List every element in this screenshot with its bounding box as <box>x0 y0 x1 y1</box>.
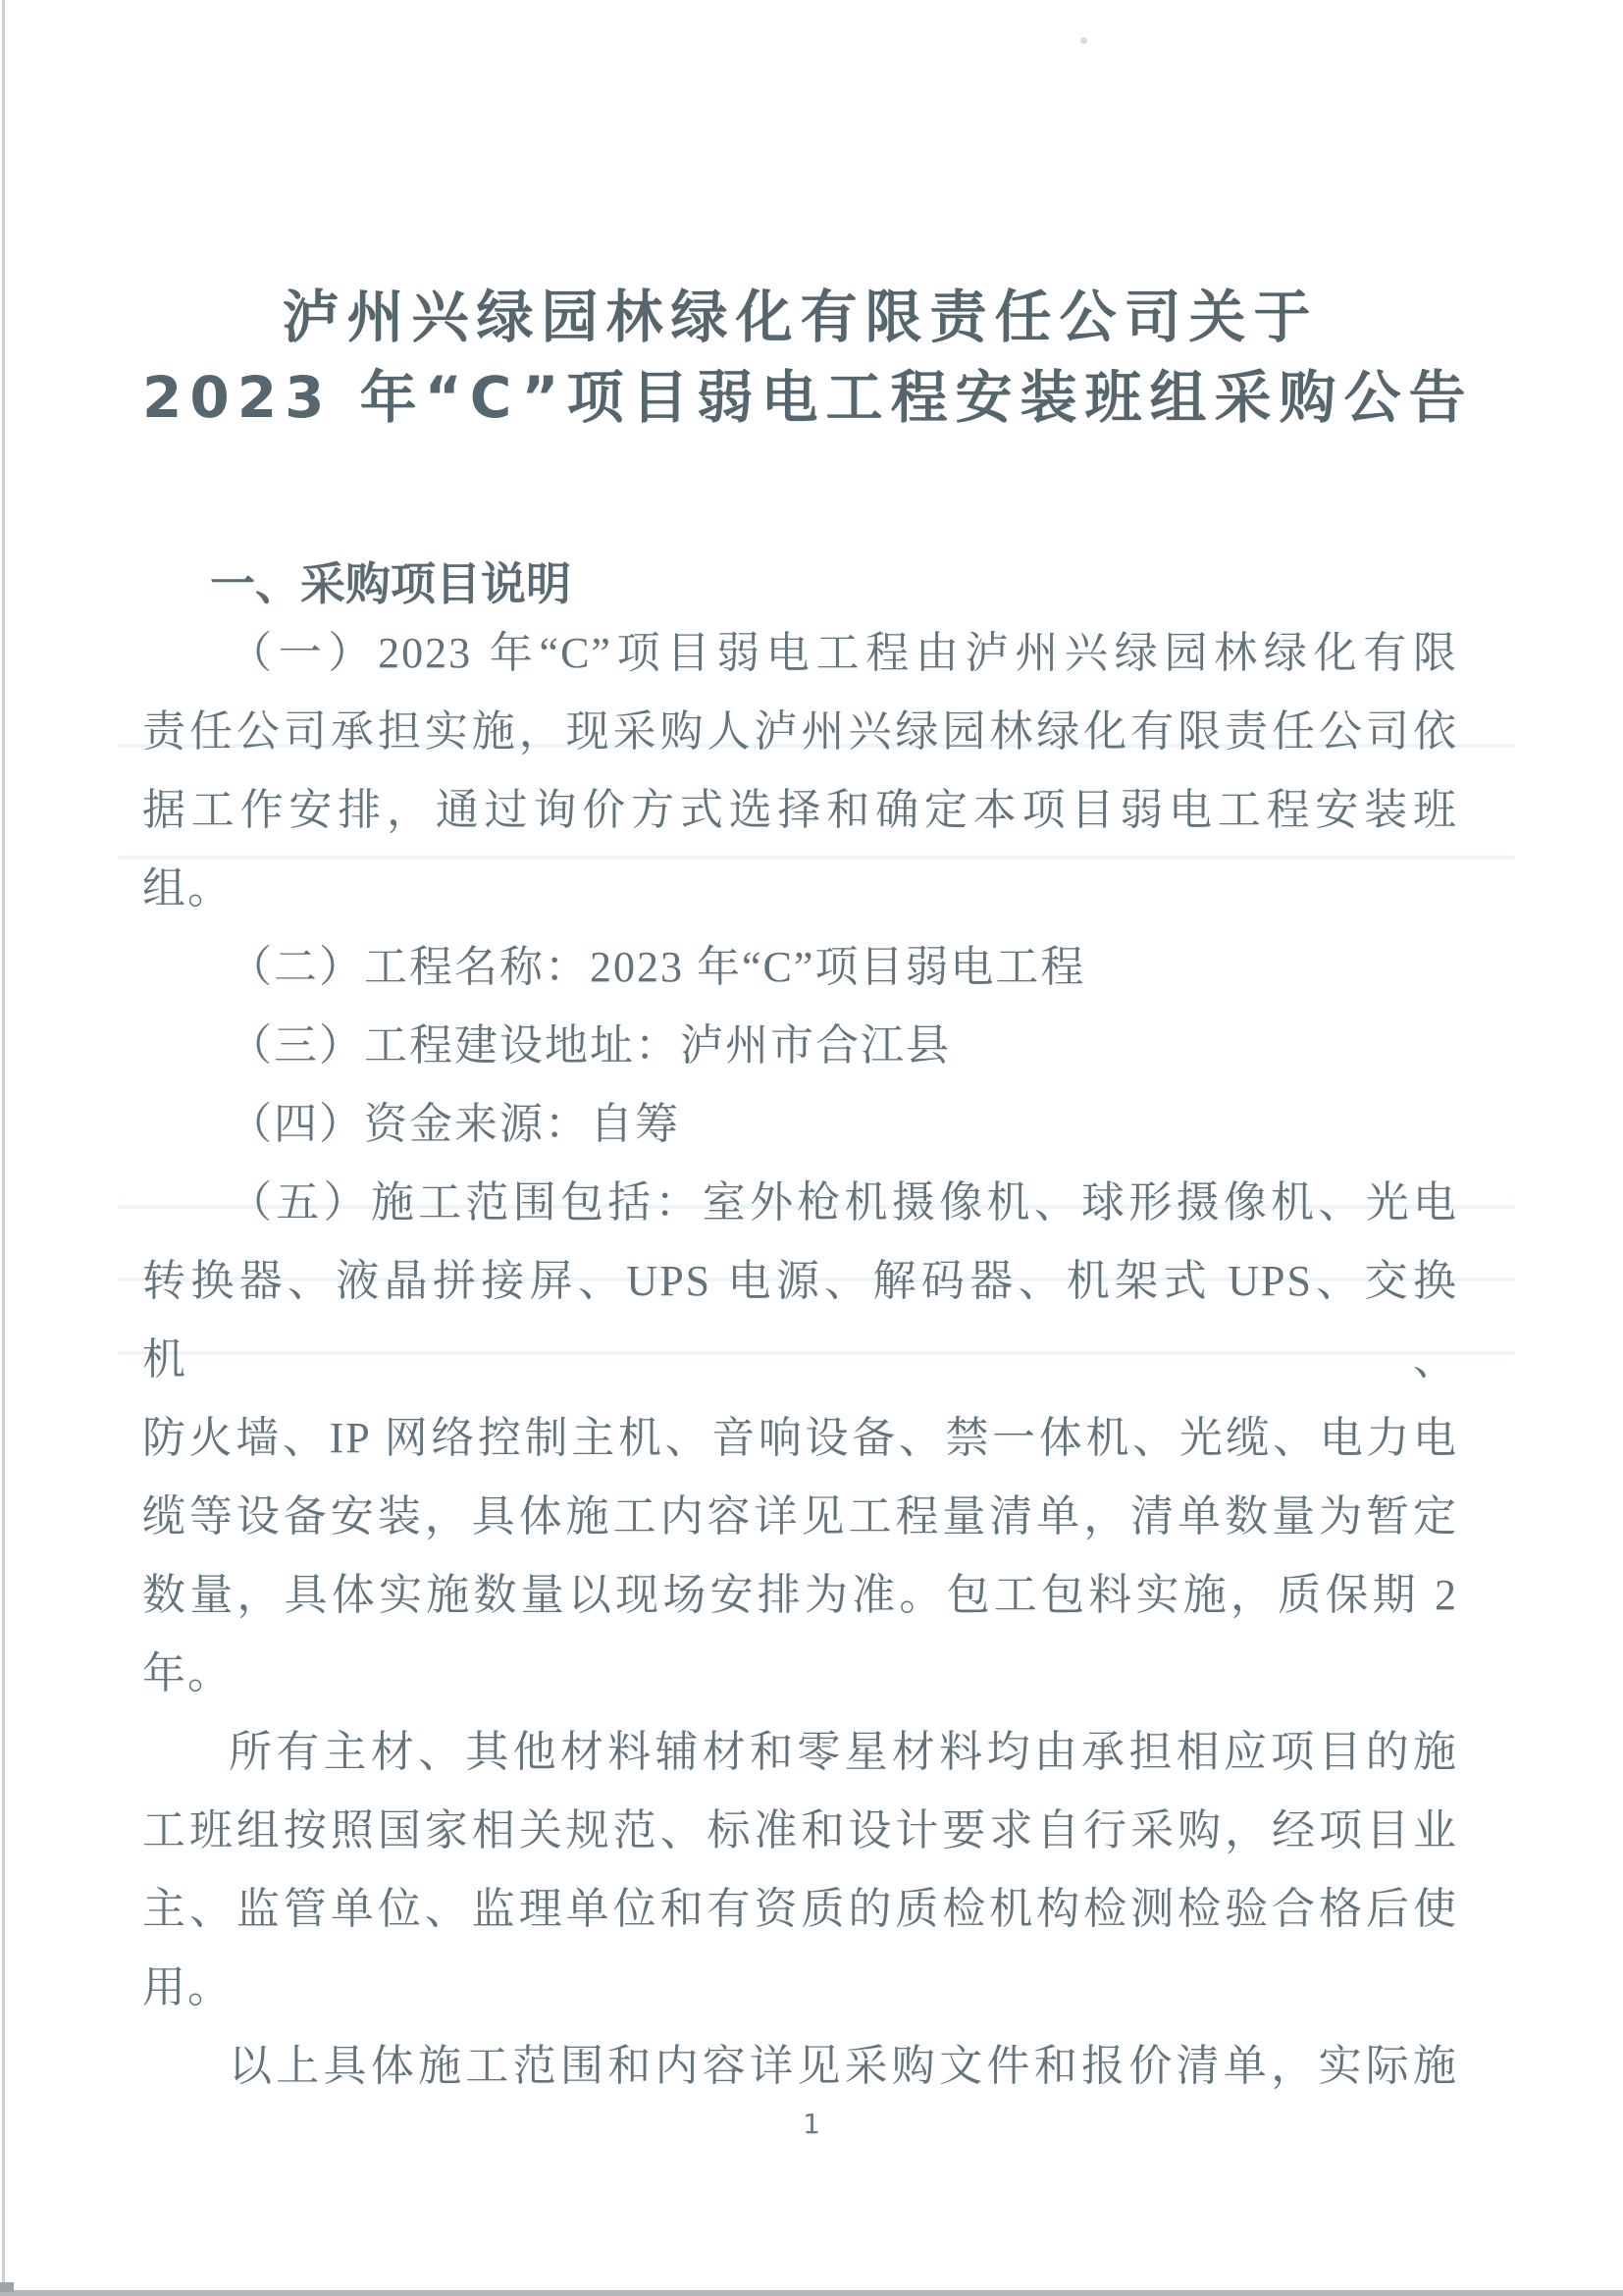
section-heading: 一、采购项目说明 <box>210 557 571 610</box>
paragraph-line: 据工作安排，通过询价方式选择和确定本项目弱电工程安装班 <box>142 786 1458 834</box>
paragraph-line: 年。 <box>142 1649 233 1697</box>
title-line-2: 2023 年“C”项目弱电工程安装班组采购公告 <box>142 364 1474 431</box>
paragraph-line: 主、监管单位、监理单位和有资质的质检机构检测检验合格后使 <box>142 1885 1458 1933</box>
paragraph-line: 转换器、液晶拼接屏、UPS 电源、解码器、机架式 UPS、交换机、 <box>142 1257 1458 1383</box>
paragraph-line: 工班组按照国家相关规范、标准和设计要求自行采购，经项目业 <box>142 1806 1458 1854</box>
paragraph-line: 防火墙、IP 网络控制主机、音响设备、禁一体机、光缆、电力电 <box>142 1414 1458 1462</box>
paragraph-line: （一）2023 年“C”项目弱电工程由泸州兴绿园林绿化有限 <box>229 629 1458 677</box>
paragraph-line: 以上具体施工范围和内容详见采购文件和报价清单，实际施 <box>229 2042 1458 2090</box>
scan-edge-left <box>2 0 5 2296</box>
page-number: 1 <box>803 2108 820 2140</box>
paragraph-line: （五）施工范围包括：室外枪机摄像机、球形摄像机、光电 <box>229 1178 1458 1226</box>
document-content <box>142 0 1474 2106</box>
scan-edge-bottom <box>0 2290 1623 2296</box>
scan-corner-mark <box>0 2282 14 2292</box>
document-body <box>142 614 1458 2106</box>
title-line-1: 泸州兴绿园林绿化有限责任公司关于 <box>282 284 1319 350</box>
paragraph-line: 责任公司承担实施，现采购人泸州兴绿园林绿化有限责任公司依 <box>142 707 1458 756</box>
paragraph-line: 所有主材、其他材料辅材和零星材料均由承担相应项目的施 <box>229 1728 1458 1776</box>
paragraph-line: （二）工程名称：2023 年“C”项目弱电工程 <box>229 943 1086 991</box>
paragraph-line: 数量，具体实施数量以现场安排为准。包工包料实施，质保期 2 <box>142 1571 1458 1619</box>
paragraph-line: 用。 <box>142 1963 233 2011</box>
document-title <box>142 277 1474 438</box>
paragraph-line: （三）工程建设地址：泸州市合江县 <box>229 1021 951 1070</box>
paragraph-line: （四）资金来源：自筹 <box>229 1100 680 1148</box>
paragraph-line: 组。 <box>142 864 233 913</box>
paragraph-line: 缆等设备安装，具体施工内容详见工程量清单，清单数量为暂定 <box>142 1492 1458 1540</box>
